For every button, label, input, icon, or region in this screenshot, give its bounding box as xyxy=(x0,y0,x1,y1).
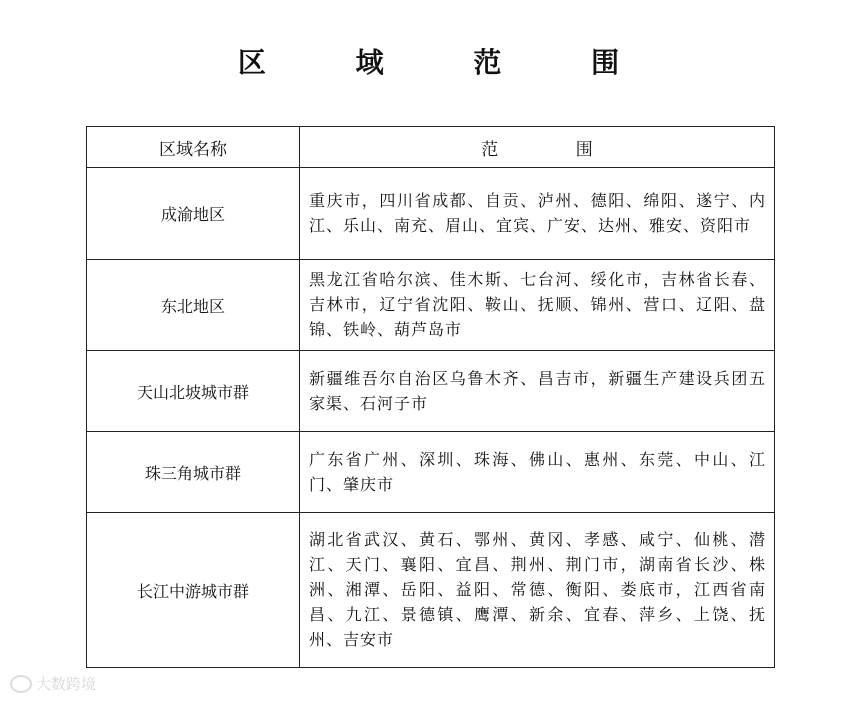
region-name-cell: 珠三角城市群 xyxy=(87,432,300,513)
table-header-row xyxy=(87,127,775,168)
table-row xyxy=(87,260,775,351)
header-region-scope: 范 围 xyxy=(300,127,775,168)
table-row xyxy=(87,351,775,432)
region-scope-cell: 新疆维吾尔自治区乌鲁木齐、昌吉市，新疆生产建设兵团五家渠、石河子市 xyxy=(300,351,775,432)
watermark xyxy=(10,673,96,694)
region-scope-cell: 重庆市，四川省成都、自贡、泸州、德阳、绵阳、遂宁、内江、乐山、南充、眉山、宜宾、广安、达州、雅安、资阳市 xyxy=(300,168,775,260)
region-scope-cell: 黑龙江省哈尔滨、佳木斯、七台河、绥化市，吉林省长春、吉林市，辽宁省沈阳、鞍山、抚顺、锦州、营口、辽阳、盘锦、铁岭、葫芦岛市 xyxy=(300,260,775,351)
region-name-cell: 东北地区 xyxy=(87,260,300,351)
watermark-text: 大数跨境 xyxy=(36,675,97,693)
table-row xyxy=(87,513,775,668)
logo-mark-icon xyxy=(10,675,32,693)
table-row xyxy=(87,432,775,513)
region-name-cell: 成渝地区 xyxy=(87,168,300,260)
header-region-name: 区域名称 xyxy=(87,127,300,168)
region-scope-cell: 广东省广州、深圳、珠海、佛山、惠州、东莞、中山、江门、肇庆市 xyxy=(300,432,775,513)
region-name-cell: 长江中游城市群 xyxy=(87,513,300,668)
region-name-cell: 天山北坡城市群 xyxy=(87,351,300,432)
region-table xyxy=(86,126,775,668)
region-scope-cell: 湖北省武汉、黄石、鄂州、黄冈、孝感、咸宁、仙桃、潜江、天门、襄阳、宜昌、荆州、荆门市，湖南省长沙、株洲、湘潭、岳阳、益阳、常德、衡阳、娄底市，江西省南昌、九江、景德镇、鹰潭、新余、宜春、萍乡、上饶、抚州、吉安市 xyxy=(300,513,775,668)
page-title: 区 域 范 围 xyxy=(237,45,660,79)
table-row xyxy=(87,168,775,260)
